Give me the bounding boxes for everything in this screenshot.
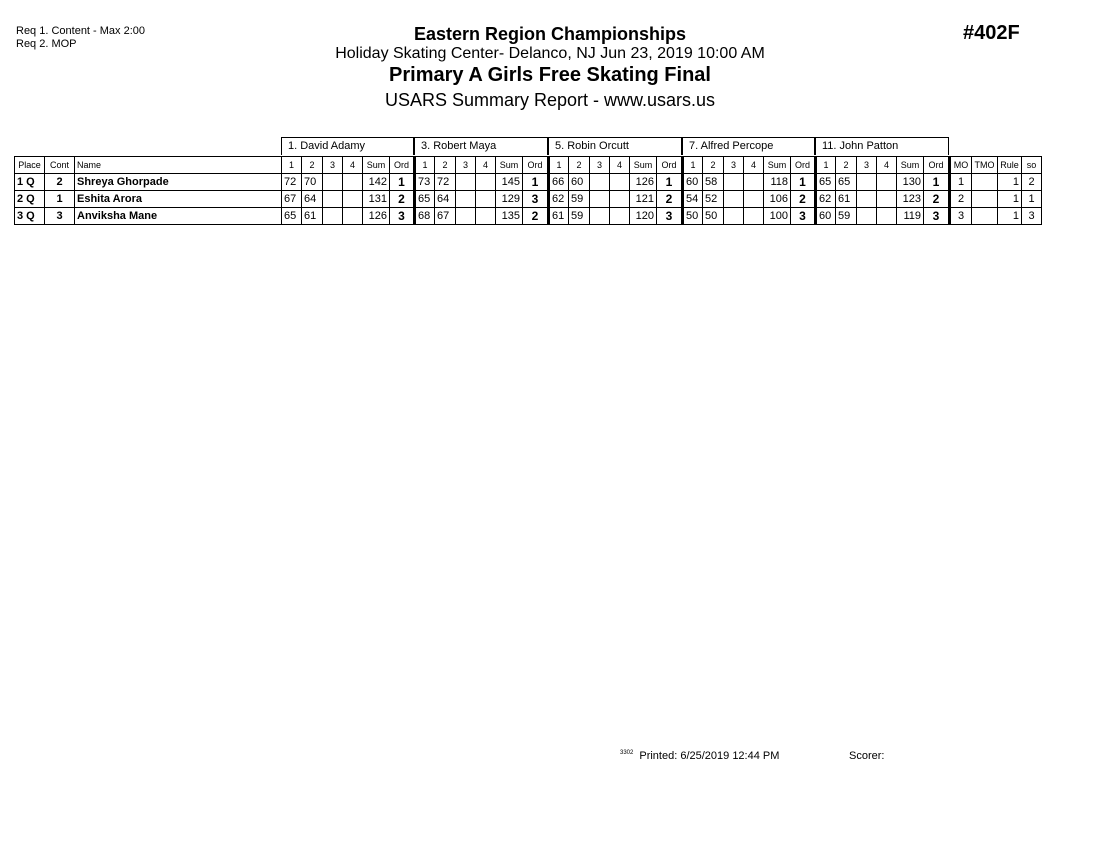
result-row — [15, 174, 1042, 191]
score-sum: 100 — [764, 208, 791, 225]
score-4 — [744, 208, 764, 225]
score-3 — [456, 208, 476, 225]
score-4 — [744, 191, 764, 208]
col-j5-sum: Sum — [897, 157, 924, 174]
col-j5-ord: Ord — [924, 157, 950, 174]
score-3 — [724, 174, 744, 191]
score-3 — [456, 191, 476, 208]
contestant-number: 3 — [45, 208, 75, 225]
ordinal: 3 — [657, 208, 683, 225]
place-cell: 2 Q — [15, 191, 45, 208]
col-so: so — [1022, 157, 1042, 174]
score-2: 59 — [569, 208, 590, 225]
col-j4-3: 3 — [724, 157, 744, 174]
col-j3-ord: Ord — [657, 157, 683, 174]
col-j1-3: 3 — [323, 157, 343, 174]
col-j2-3: 3 — [456, 157, 476, 174]
score-sum: 121 — [630, 191, 657, 208]
venue-date: Holiday Skating Center- Delanco, NJ Jun 23, 2019 10:00 AM — [335, 45, 765, 62]
score-4 — [476, 208, 496, 225]
skater-name: Shreya Ghorpade — [75, 174, 282, 191]
score-3 — [590, 208, 610, 225]
col-j5-2: 2 — [836, 157, 857, 174]
score-1: 66 — [549, 174, 569, 191]
championship-title: Eastern Region Championships — [413, 24, 687, 44]
score-1: 54 — [683, 191, 703, 208]
col-j2-1: 1 — [415, 157, 435, 174]
score-sum: 145 — [496, 174, 523, 191]
score-2: 64 — [435, 191, 456, 208]
ordinal: 1 — [657, 174, 683, 191]
score-3 — [857, 174, 877, 191]
score-2: 72 — [435, 174, 456, 191]
score-1: 62 — [816, 191, 836, 208]
col-j1-sum: Sum — [363, 157, 390, 174]
judge-name: 1. David Adamy — [288, 140, 366, 152]
col-j3-2: 2 — [569, 157, 590, 174]
mo-cell: 3 — [950, 208, 972, 225]
score-4 — [343, 174, 363, 191]
score-4 — [476, 191, 496, 208]
score-3 — [590, 191, 610, 208]
score-4 — [877, 208, 897, 225]
ordinal: 1 — [924, 174, 950, 191]
rule-cell: 1 — [998, 174, 1022, 191]
mo-cell: 1 — [950, 174, 972, 191]
tmo-cell — [972, 174, 998, 191]
printed-timestamp: Printed: 6/25/2019 12:44 PM — [639, 750, 780, 762]
score-1: 60 — [683, 174, 703, 191]
ordinal: 2 — [791, 191, 816, 208]
score-sum: 130 — [897, 174, 924, 191]
score-3 — [590, 174, 610, 191]
score-sum: 129 — [496, 191, 523, 208]
event-title: Primary A Girls Free Skating Final — [389, 64, 711, 86]
score-4 — [343, 191, 363, 208]
score-4 — [476, 174, 496, 191]
ordinal: 3 — [523, 191, 549, 208]
report-subtitle: USARS Summary Report - www.usars.us — [384, 90, 716, 110]
score-3 — [456, 174, 476, 191]
ordinal: 1 — [791, 174, 816, 191]
score-2: 61 — [302, 208, 323, 225]
requirement-1: Req 1. Content - Max 2:00 — [16, 25, 146, 37]
printed-info — [620, 750, 779, 762]
score-2: 50 — [703, 208, 724, 225]
score-4 — [744, 174, 764, 191]
score-2: 64 — [302, 191, 323, 208]
col-rule: Rule — [998, 157, 1022, 174]
col-j5-4: 4 — [877, 157, 897, 174]
so-cell: 2 — [1022, 174, 1042, 191]
score-2: 67 — [435, 208, 456, 225]
score-sum: 126 — [363, 208, 390, 225]
skater-name: Eshita Arora — [75, 191, 282, 208]
ordinal: 1 — [390, 174, 415, 191]
col-j2-2: 2 — [435, 157, 456, 174]
place-cell: 3 Q — [15, 208, 45, 225]
score-4 — [610, 191, 630, 208]
score-1: 62 — [549, 191, 569, 208]
contestant-number: 2 — [45, 174, 75, 191]
score-2: 70 — [302, 174, 323, 191]
ordinal: 3 — [390, 208, 415, 225]
score-2: 60 — [569, 174, 590, 191]
score-2: 52 — [703, 191, 724, 208]
score-sum: 106 — [764, 191, 791, 208]
col-j1-4: 4 — [343, 157, 363, 174]
judge-header-1 — [281, 137, 414, 155]
col-j5-3: 3 — [857, 157, 877, 174]
results-table — [14, 156, 1042, 225]
score-sum: 131 — [363, 191, 390, 208]
score-4 — [610, 208, 630, 225]
score-3 — [323, 191, 343, 208]
tmo-cell — [972, 208, 998, 225]
col-j2-4: 4 — [476, 157, 496, 174]
contestant-number: 1 — [45, 191, 75, 208]
col-mo: MO — [950, 157, 972, 174]
score-2: 59 — [836, 208, 857, 225]
judge-name: 7. Alfred Percope — [689, 140, 774, 152]
col-j3-1: 1 — [549, 157, 569, 174]
mo-cell: 2 — [950, 191, 972, 208]
so-cell: 1 — [1022, 191, 1042, 208]
judge-header-11 — [815, 137, 949, 155]
report-code: 3302 — [620, 750, 634, 756]
header-row — [15, 157, 1042, 174]
score-1: 67 — [282, 191, 302, 208]
score-1: 50 — [683, 208, 703, 225]
score-1: 65 — [282, 208, 302, 225]
so-cell: 3 — [1022, 208, 1042, 225]
requirement-2: Req 2. MOP — [16, 38, 77, 50]
judge-name: 3. Robert Maya — [421, 140, 497, 152]
score-4 — [877, 174, 897, 191]
place-cell: 1 Q — [15, 174, 45, 191]
rule-cell: 1 — [998, 208, 1022, 225]
col-j1-2: 2 — [302, 157, 323, 174]
col-j3-4: 4 — [610, 157, 630, 174]
ordinal: 3 — [791, 208, 816, 225]
score-sum: 135 — [496, 208, 523, 225]
score-2: 65 — [836, 174, 857, 191]
ordinal: 3 — [924, 208, 950, 225]
score-2: 61 — [836, 191, 857, 208]
score-1: 68 — [415, 208, 435, 225]
score-3 — [857, 191, 877, 208]
ordinal: 2 — [390, 191, 415, 208]
col-j4-4: 4 — [744, 157, 764, 174]
score-4 — [877, 191, 897, 208]
score-3 — [323, 174, 343, 191]
col-place: Place — [15, 157, 45, 174]
col-tmo: TMO — [972, 157, 998, 174]
scorer-label: Scorer: — [849, 750, 885, 762]
col-j3-sum: Sum — [630, 157, 657, 174]
ordinal: 1 — [523, 174, 549, 191]
score-1: 72 — [282, 174, 302, 191]
result-row — [15, 208, 1042, 225]
score-1: 73 — [415, 174, 435, 191]
score-4 — [343, 208, 363, 225]
col-j4-sum: Sum — [764, 157, 791, 174]
col-j4-2: 2 — [703, 157, 724, 174]
rule-cell: 1 — [998, 191, 1022, 208]
score-3 — [323, 208, 343, 225]
col-name: Name — [75, 157, 282, 174]
judge-header-5 — [548, 137, 682, 155]
score-sum: 123 — [897, 191, 924, 208]
skater-name: Anviksha Mane — [75, 208, 282, 225]
judge-name: 11. John Patton — [822, 140, 899, 152]
score-3 — [857, 208, 877, 225]
col-j4-ord: Ord — [791, 157, 816, 174]
judge-header-3 — [414, 137, 548, 155]
score-sum: 142 — [363, 174, 390, 191]
tmo-cell — [972, 191, 998, 208]
score-1: 65 — [816, 174, 836, 191]
col-j4-1: 1 — [683, 157, 703, 174]
ordinal: 2 — [657, 191, 683, 208]
col-j1-1: 1 — [282, 157, 302, 174]
score-3 — [724, 208, 744, 225]
col-j2-ord: Ord — [523, 157, 549, 174]
ordinal: 2 — [523, 208, 549, 225]
score-sum: 126 — [630, 174, 657, 191]
ordinal: 2 — [924, 191, 950, 208]
score-1: 60 — [816, 208, 836, 225]
score-3 — [724, 191, 744, 208]
score-2: 59 — [569, 191, 590, 208]
col-j2-sum: Sum — [496, 157, 523, 174]
score-4 — [610, 174, 630, 191]
col-j5-1: 1 — [816, 157, 836, 174]
col-cont: Cont — [45, 157, 75, 174]
score-1: 65 — [415, 191, 435, 208]
judge-name: 5. Robin Orcutt — [555, 140, 629, 152]
score-sum: 119 — [897, 208, 924, 225]
event-number: #402F — [963, 22, 1020, 44]
score-2: 58 — [703, 174, 724, 191]
result-row — [15, 191, 1042, 208]
score-sum: 118 — [764, 174, 791, 191]
score-sum: 120 — [630, 208, 657, 225]
score-1: 61 — [549, 208, 569, 225]
col-j3-3: 3 — [590, 157, 610, 174]
col-j1-ord: Ord — [390, 157, 415, 174]
judge-header-7 — [682, 137, 815, 155]
